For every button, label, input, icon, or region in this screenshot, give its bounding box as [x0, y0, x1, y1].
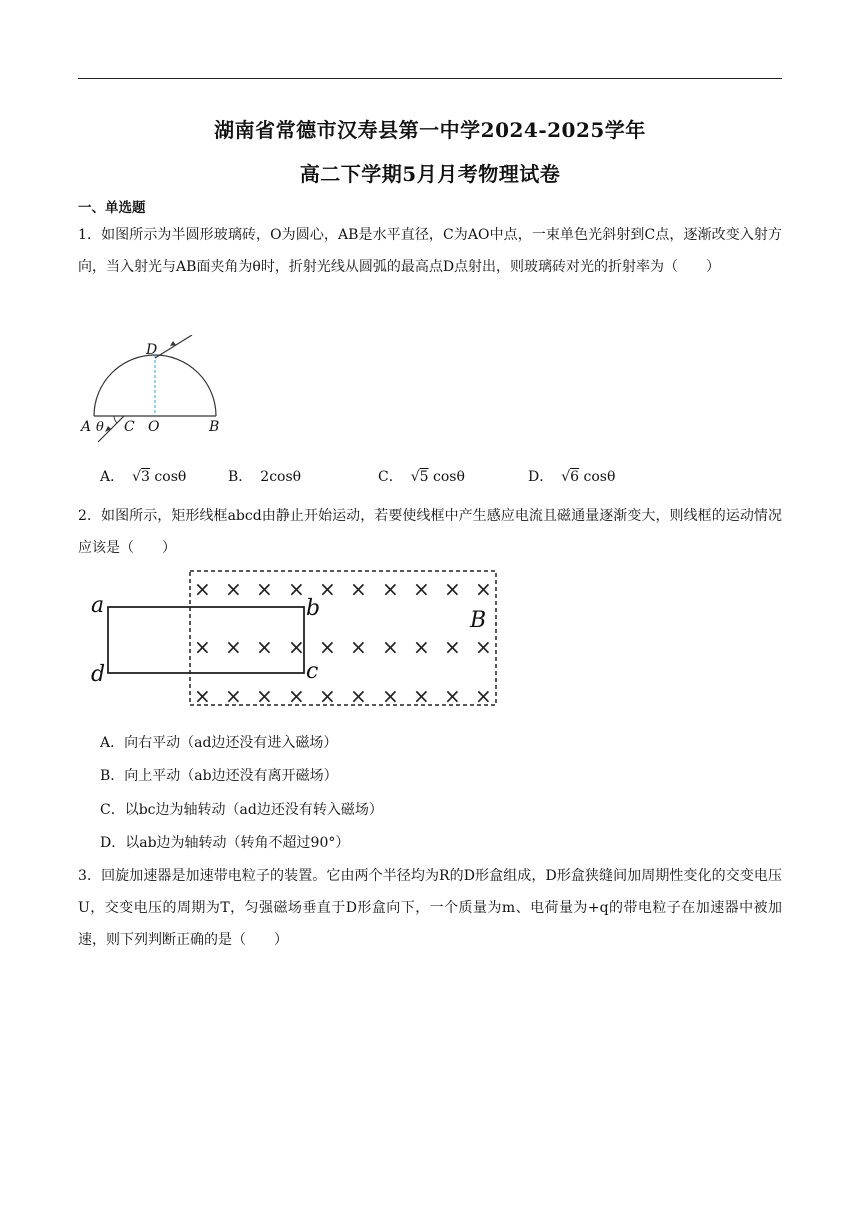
svg-text:×: ×: [288, 577, 305, 601]
svg-text:×: ×: [319, 684, 336, 708]
svg-text:×: ×: [194, 684, 211, 708]
label-a: a: [91, 593, 105, 618]
option-1b[interactable]: B． 2cosθ: [228, 469, 302, 485]
svg-text:×: ×: [194, 635, 211, 659]
question-1-figure: [78, 335, 238, 450]
svg-text:×: ×: [288, 635, 305, 659]
svg-text:×: ×: [256, 684, 273, 708]
svg-text:×: ×: [225, 635, 242, 659]
svg-text:×: ×: [350, 684, 367, 708]
label-b: b: [306, 596, 321, 621]
svg-text:×: ×: [256, 577, 273, 601]
question-2-figure: [86, 565, 506, 710]
option-1d[interactable]: D． √6 cosθ: [528, 469, 616, 485]
label-theta: θ: [96, 420, 104, 435]
exam-title-line2: 高二下学期5月月考物理试卷: [299, 162, 561, 186]
question-1-options: [100, 466, 800, 486]
svg-text:×: ×: [350, 577, 367, 601]
label-a: A: [81, 419, 92, 435]
svg-text:×: ×: [444, 577, 461, 601]
svg-text:×: ×: [444, 635, 461, 659]
svg-text:×: ×: [382, 684, 399, 708]
svg-text:×: ×: [413, 635, 430, 659]
svg-text:×: ×: [319, 635, 336, 659]
svg-text:×: ×: [194, 577, 211, 601]
incident-ray-arrow: [105, 426, 111, 432]
header-rule: [78, 78, 782, 79]
svg-text:×: ×: [444, 684, 461, 708]
label-o: O: [148, 419, 160, 435]
option-1a[interactable]: A． √3 cosθ: [100, 469, 187, 485]
label-d: D: [146, 342, 158, 358]
exam-title-line1: 湖南省常德市汉寿县第一中学2024-2025学年: [214, 118, 646, 142]
svg-text:×: ×: [382, 635, 399, 659]
svg-text:×: ×: [256, 635, 273, 659]
question-1-text: 1．如图所示为半圆形玻璃砖，O为圆心，AB是水平直径，C为AO中点，一束单色光斜射到C点，逐渐改变入射方向，当入射光与AB面夹角为θ时，折射光线从圆弧的最高点D点射出，则玻璃砖对光的折射率为（ ）: [78, 227, 782, 275]
svg-text:×: ×: [413, 684, 430, 708]
question-3-text: 3．回旋加速器是加速带电粒子的装置。它由两个半径均为R的D形盒组成，D形盒狭缝间加周期性变化的交变电压U，交变电压的周期为T，匀强磁场垂直于D形盒向下，一个质量为m、电荷量为+q的带电粒子在加速器中被加速，则下列判断正确的是（ ）: [78, 868, 782, 948]
svg-text:×: ×: [225, 684, 242, 708]
option-2b[interactable]: B．向上平动（ab边还没有离开磁场）: [100, 768, 338, 784]
option-2c[interactable]: C．以bc边为轴转动（ad边还没有转入磁场）: [100, 802, 383, 818]
svg-text:×: ×: [382, 577, 399, 601]
option-1c[interactable]: C． √5 cosθ: [378, 469, 465, 485]
label-b: B: [209, 419, 220, 435]
angle-arc: [114, 416, 117, 423]
field-crosses: [194, 577, 492, 708]
svg-text:×: ×: [319, 577, 336, 601]
svg-text:×: ×: [475, 577, 492, 601]
svg-text:×: ×: [350, 635, 367, 659]
svg-text:×: ×: [288, 684, 305, 708]
label-c: C: [124, 419, 135, 435]
svg-text:×: ×: [225, 577, 242, 601]
option-2a[interactable]: A．向右平动（ad边还没有进入磁场）: [100, 735, 338, 751]
svg-text:×: ×: [475, 635, 492, 659]
section-heading: 一、单选题: [78, 200, 146, 216]
label-c: c: [306, 659, 319, 684]
label-d: d: [91, 662, 106, 687]
svg-text:×: ×: [413, 577, 430, 601]
label-field-b: B: [470, 608, 487, 633]
question-2-text: 2．如图所示，矩形线框abcd由静止开始运动，若要使线框中产生感应电流且磁通量逐渐变大，则线框的运动情况应该是（ ）: [78, 508, 782, 556]
exit-ray: [155, 335, 192, 358]
svg-text:×: ×: [475, 684, 492, 708]
option-2d[interactable]: D．以ab边为轴转动（转角不超过90°）: [100, 835, 350, 851]
